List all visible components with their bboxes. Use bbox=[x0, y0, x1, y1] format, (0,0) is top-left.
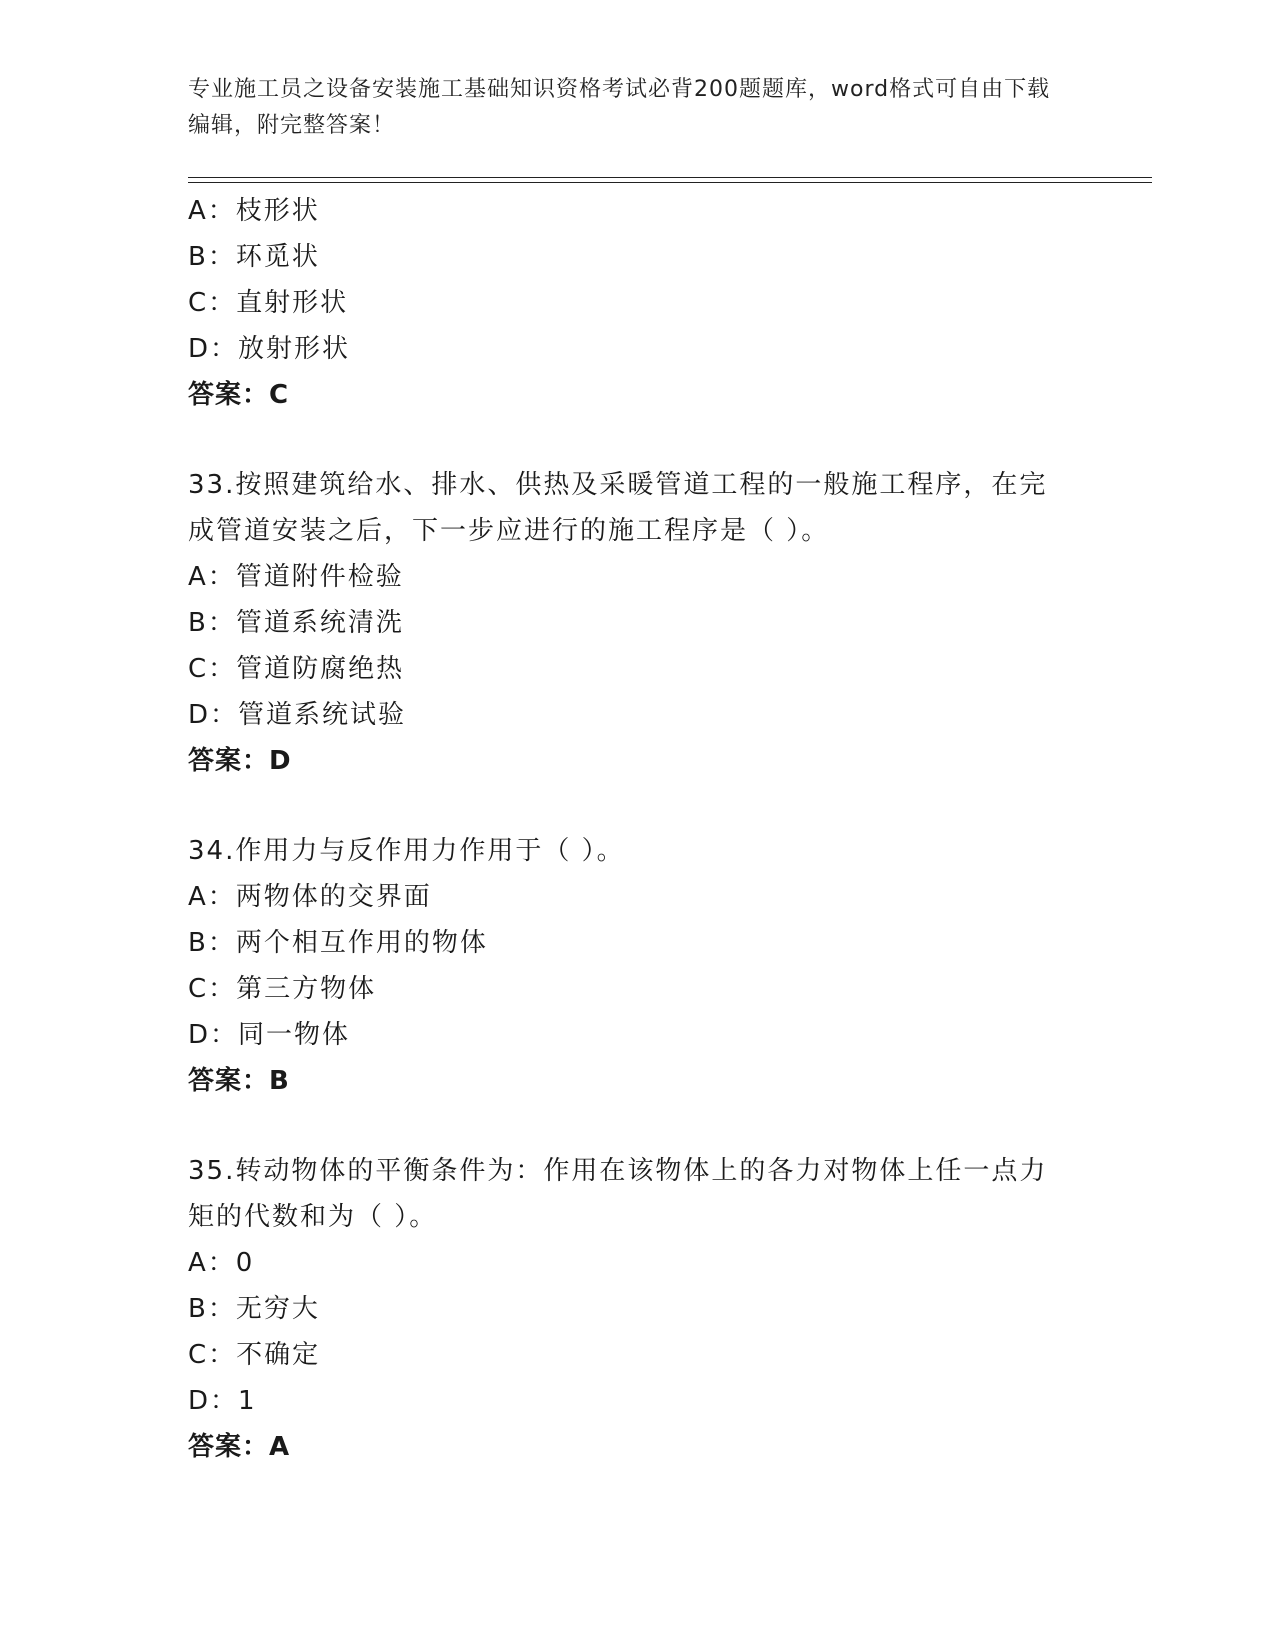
header-rule-top bbox=[188, 177, 1152, 178]
option-b: B：管道系统清洗 bbox=[188, 608, 404, 638]
option-c: C：第三方物体 bbox=[188, 974, 377, 1004]
question-33 bbox=[188, 462, 1088, 784]
header-rule-bottom bbox=[188, 182, 1152, 183]
option-c: C：直射形状 bbox=[188, 288, 349, 318]
answer: 答案：B bbox=[188, 1066, 290, 1096]
option-b: B：两个相互作用的物体 bbox=[188, 928, 488, 958]
question-text: 33.按照建筑给水、排水、供热及采暖管道工程的一般施工程序，在完成管道安装之后，下一步应进行的施工程序是（ ）。 bbox=[188, 470, 1048, 546]
option-d: D：管道系统试验 bbox=[188, 700, 407, 730]
option-b: B：环觅状 bbox=[188, 242, 320, 272]
question-32-partial bbox=[188, 188, 1088, 418]
option-a: A：0 bbox=[188, 1248, 255, 1278]
question-list bbox=[188, 188, 1088, 1470]
option-a: A：两物体的交界面 bbox=[188, 882, 432, 912]
answer: 答案：A bbox=[188, 1432, 291, 1462]
option-c: C：不确定 bbox=[188, 1340, 321, 1370]
question-text: 34.作用力与反作用力作用于（ ）。 bbox=[188, 836, 625, 866]
option-d: D：同一物体 bbox=[188, 1020, 351, 1050]
option-d: D：1 bbox=[188, 1386, 257, 1416]
document-header: 专业施工员之设备安装施工基础知识资格考试必背200题题库，word格式可自由下载编辑，附完整答案！ bbox=[188, 77, 1051, 138]
question-34 bbox=[188, 828, 1088, 1104]
answer: 答案：D bbox=[188, 746, 292, 776]
option-a: A：枝形状 bbox=[188, 196, 320, 226]
question-text: 35.转动物体的平衡条件为：作用在该物体上的各力对物体上任一点力矩的代数和为（ ）。 bbox=[188, 1156, 1048, 1232]
option-d: D：放射形状 bbox=[188, 334, 351, 364]
question-35 bbox=[188, 1148, 1088, 1470]
option-c: C：管道防腐绝热 bbox=[188, 654, 405, 684]
option-b: B：无穷大 bbox=[188, 1294, 320, 1324]
answer: 答案：C bbox=[188, 380, 290, 410]
option-a: A：管道附件检验 bbox=[188, 562, 404, 592]
